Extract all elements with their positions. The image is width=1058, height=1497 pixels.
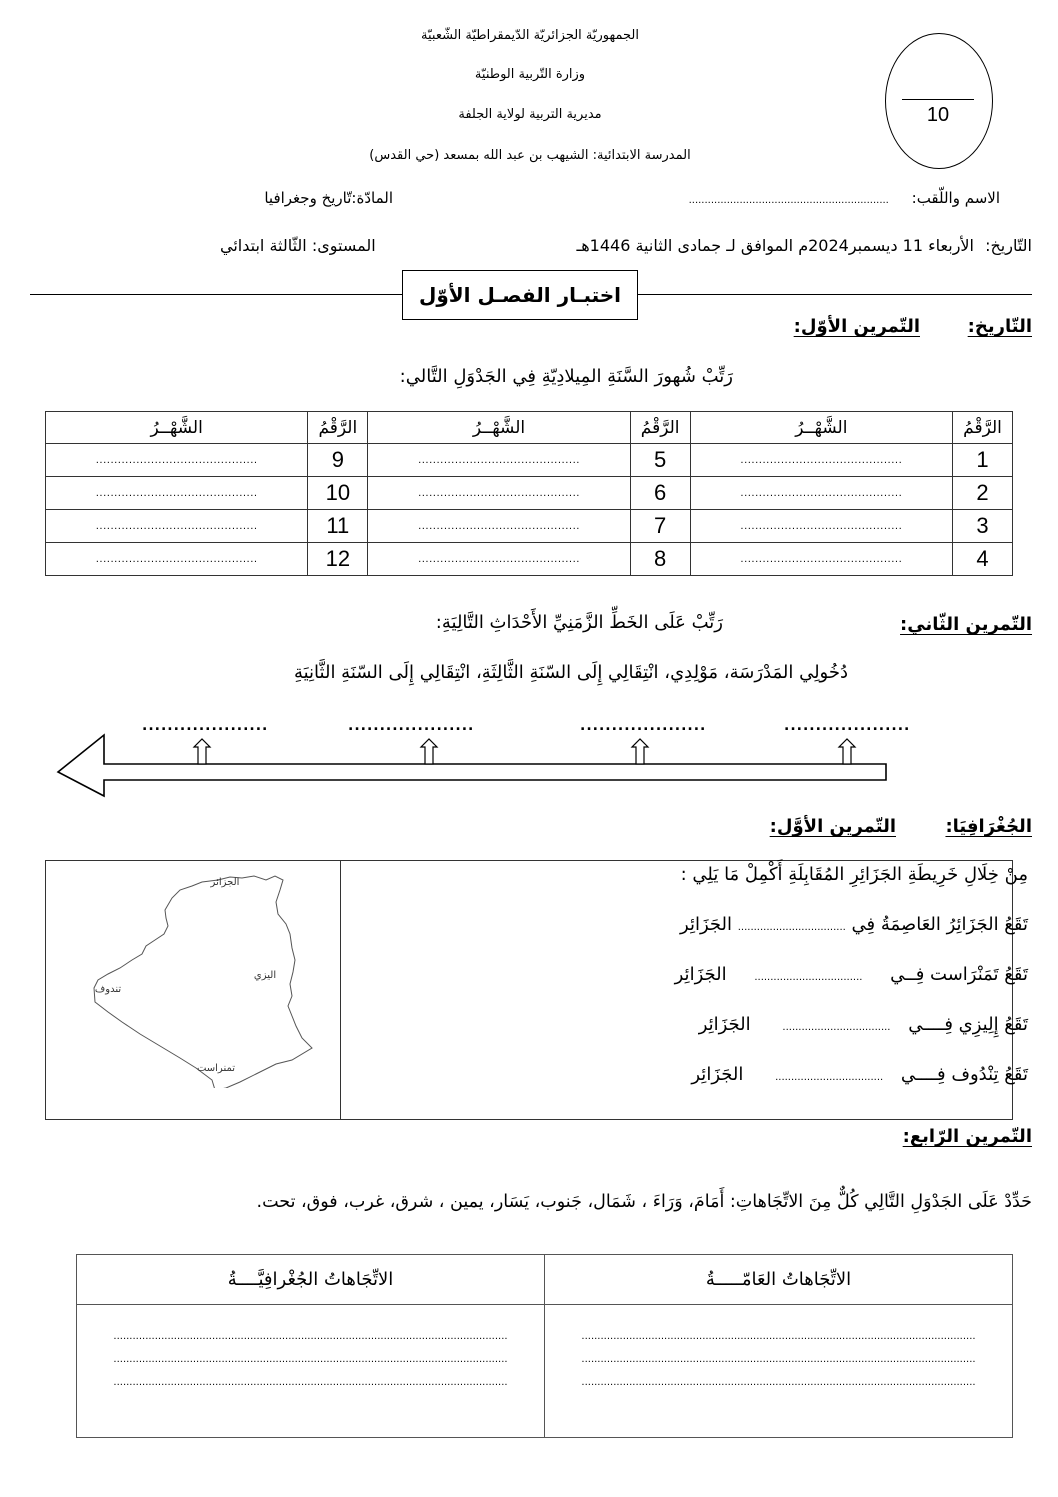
geo-fill-line-1 [680, 914, 1028, 935]
date-value: الأربعاء 11 ديسمبر2024م الموافق لـ جمادى الثانية 1446هـ [576, 236, 974, 255]
subject-field [264, 189, 393, 207]
month-number: 2 [953, 477, 1013, 510]
month-number: 7 [630, 510, 690, 543]
history-ex2-title: التّمرين الثّاني: [900, 614, 1032, 635]
geo-fill-line-3 [699, 1014, 1028, 1035]
month-number: 9 [308, 444, 368, 477]
name-label: الاسم واللّقب: [911, 189, 1000, 207]
timeline-arrow-icon [50, 730, 890, 820]
month-number: 10 [308, 477, 368, 510]
geography-box-divider [340, 860, 341, 1120]
col-header-general-directions: الاتِّجَاهاتُ العَامّـــــةُ [545, 1255, 1013, 1305]
history-ex1-title: التّمرين الأوّل: [793, 316, 920, 337]
answer-dotted-line[interactable]: ............................................................................................................................ [581, 1354, 976, 1365]
subject-label: المادّة: [351, 189, 393, 207]
month-number: 5 [630, 444, 690, 477]
month-answer-blank[interactable]: ............................................ [368, 543, 630, 576]
history-ex1-instruction: رَتِّبْ شُهورَ السَّنَةِ المِيلادِيّةِ فِي الجَدْوَلِ التَّالي: [399, 366, 733, 387]
month-number: 3 [953, 510, 1013, 543]
geography-section-label: الجُغْرَافِيَا: [945, 816, 1032, 837]
geo-line-end: الجَزَائِر [674, 964, 727, 985]
subject-value: تّاريخ وجغرافيا [264, 189, 352, 207]
months-table-header [46, 412, 1013, 444]
general-directions-answer-cell[interactable] [545, 1305, 1013, 1438]
geo-answer-blank[interactable]: .................................. [754, 972, 863, 983]
history-ex2-events: دُخُولِي المَدْرَسَة، مَوْلِدِي، انْتِقَالِي إِلَى السّنَةِ الثَّالِثَةِ، انْتِقَالِي إِلَى السّنَةِ الثَّانِيَةِ [293, 662, 848, 683]
month-answer-blank[interactable]: ............................................ [368, 477, 630, 510]
col-header-month: الشَّهْــرُ [46, 412, 308, 444]
timeline-blank-2[interactable]: .................... [580, 718, 707, 734]
timeline-blank-4[interactable]: .................... [142, 718, 269, 734]
month-answer-blank[interactable]: ............................................ [690, 510, 952, 543]
month-answer-blank[interactable]: ............................................ [690, 543, 952, 576]
level-field [220, 236, 376, 255]
geo-answer-blank[interactable]: .................................. [782, 1022, 891, 1033]
col-header-number: الرَّقْمُ [953, 412, 1013, 444]
directions-table [76, 1254, 1013, 1438]
month-number: 6 [630, 477, 690, 510]
table-row [46, 510, 1013, 543]
map-label-algiers: الجزائر [210, 877, 240, 888]
month-answer-blank[interactable]: ............................................ [368, 510, 630, 543]
month-answer-blank[interactable]: ............................................ [368, 444, 630, 477]
table-row [46, 543, 1013, 576]
name-blank[interactable]: ............................................................... [688, 195, 889, 206]
month-answer-blank[interactable]: ............................................ [690, 477, 952, 510]
header-school: المدرسة الابتدائية: الشيهب بن عبد الله بمسعد (حي القدس) [369, 148, 691, 163]
geo-fill-line-4 [691, 1064, 1028, 1085]
table-row [77, 1305, 1013, 1438]
score-fraction-line [902, 99, 974, 100]
geography-ex1-instruction: مِنْ خِلَالِ خَرِيطَةِ الجَزَائِرِ المُقَابِلَةِ أَكْمِلْ مَا يَلِي : [680, 864, 1028, 885]
month-number: 1 [953, 444, 1013, 477]
answer-dotted-line[interactable]: ............................................................................................................................ [113, 1377, 508, 1388]
map-label-tamanrasset: تمنراست [196, 1063, 236, 1074]
geo-line-end: الجَزَائِر [698, 1014, 751, 1035]
exam-title: اختبـار الفصـل الأوّل [402, 270, 638, 320]
month-answer-blank[interactable]: ............................................ [690, 444, 952, 477]
month-number: 8 [630, 543, 690, 576]
header-ministry: وزارة التّربية الوطنيّة [474, 67, 586, 82]
geography-ex1-title: التّمرين الأوَّل: [769, 816, 896, 837]
month-number: 4 [953, 543, 1013, 576]
history-ex2-instruction: رَتِّبْ عَلَى الخَطِّ الزَّمَنِيِّ الأَحْدَاثِ التَّالِيَةِ: [435, 612, 723, 633]
level-label: المستوى: [311, 236, 376, 255]
score-denominator: 10 [926, 104, 950, 126]
col-header-number: الرَّقْمُ [630, 412, 690, 444]
geo-line-start: تَقَعُ الجَزَائِرُ العَاصِمَةُ فِي [851, 914, 1028, 935]
algeria-map-icon [80, 868, 320, 1088]
answer-dotted-line[interactable]: ............................................................................................................................ [581, 1331, 976, 1342]
geographic-directions-answer-cell[interactable] [77, 1305, 545, 1438]
month-answer-blank[interactable]: ............................................ [46, 543, 308, 576]
geo-answer-blank[interactable]: .................................. [737, 922, 846, 933]
month-number: 11 [308, 510, 368, 543]
date-field [577, 236, 1032, 255]
header-republic: الجمهوريّة الجزائريّة الدّيمقراطيّة الشّعبيّة [421, 28, 639, 43]
geo-line-end: الجَزَائِر [691, 1064, 744, 1085]
table-row [46, 444, 1013, 477]
geo-line-end: الجَزَائِر [680, 914, 732, 935]
date-label: التّاريخ: [985, 236, 1032, 255]
col-header-number: الرَّقْمُ [308, 412, 368, 444]
col-header-geographic-directions: الاتِّجَاهاتُ الجُغْرافِيَّــــةُ [77, 1255, 545, 1305]
col-header-month: الشَّهْــرُ [368, 412, 630, 444]
geo-line-start: تَقَعُ تَمَنْرَاست فِــي [890, 964, 1028, 985]
history-section-label: التّاريخ: [967, 316, 1032, 337]
month-answer-blank[interactable]: ............................................ [46, 510, 308, 543]
map-label-tindouf: تندوف [94, 984, 122, 995]
geo-answer-blank[interactable]: .................................. [775, 1072, 884, 1083]
level-value: الثّالثة ابتدائي [220, 236, 307, 255]
geo-fill-line-2 [675, 964, 1028, 985]
answer-dotted-line[interactable]: ............................................................................................................................ [581, 1377, 976, 1388]
timeline-blank-1[interactable]: .................... [784, 718, 911, 734]
table-row [46, 477, 1013, 510]
directions-table-header [77, 1255, 1013, 1305]
map-label-illizi: اليزي [253, 970, 277, 981]
month-number: 12 [308, 543, 368, 576]
col-header-month: الشَّهْــرُ [690, 412, 952, 444]
geo-line-start: تَقَعُ إِلِيزِي فِــــي [908, 1014, 1028, 1035]
score-oval [885, 33, 993, 169]
name-field[interactable] [689, 189, 1000, 207]
geo-line-start: تَقَعُ تِنْدُوف فِــــي [900, 1064, 1028, 1085]
geography-ex4-title: التّمرين الرّابع: [902, 1126, 1032, 1147]
timeline-blank-3[interactable]: .................... [348, 718, 475, 734]
months-table [45, 411, 1013, 576]
answer-dotted-line[interactable]: ............................................................................................................................ [113, 1354, 508, 1365]
answer-dotted-line[interactable]: ............................................................................................................................ [113, 1331, 508, 1342]
month-answer-blank[interactable]: ............................................ [46, 444, 308, 477]
geography-ex4-instruction: حَدِّدْ عَلَى الجَدْوَلِ التَّالِي كُلٌّ مِنَ الاتِّجَاهاتِ: أَمَامَ، وَرَاءَ ، شَمَال، جَنوب، يَسَار، يمين ، شرق، غرب، فوق، تحت. [256, 1192, 1032, 1212]
month-answer-blank[interactable]: ............................................ [46, 477, 308, 510]
header-directorate: مديرية التربية لولاية الجلفة [458, 107, 602, 122]
